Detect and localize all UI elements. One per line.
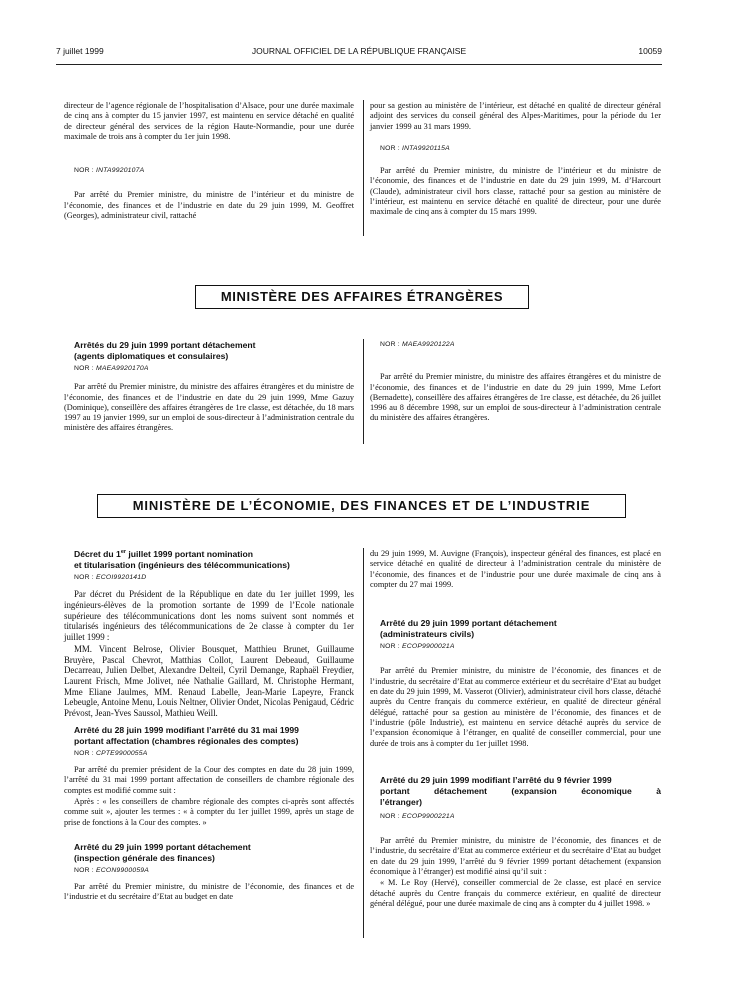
column-divider (363, 548, 364, 938)
nor-label: NOR : (380, 812, 400, 820)
section-heading-text: MINISTÈRE DE L’ÉCONOMIE, DES FINANCES ET DE L’INDUSTRIE (132, 498, 591, 513)
article-title: (administrateurs civils) (380, 629, 475, 640)
column-divider (363, 100, 364, 236)
section-heading-affaires-etrangeres (195, 285, 529, 309)
header-journal-title: JOURNAL OFFICIEL DE LA RÉPUBLIQUE FRANÇAISE (251, 46, 467, 56)
section1-left-column (64, 340, 354, 434)
nor-label: NOR : (74, 167, 94, 175)
nor-reference (370, 144, 661, 154)
article-title: l’étranger) (380, 796, 423, 807)
nor-code: ECON9900059A (95, 866, 150, 874)
nor-code: MAEA9920170A (95, 365, 149, 372)
nor-label: NOR : (380, 144, 400, 152)
top-left-column (64, 101, 354, 221)
article-title: portant affectation (chambres régionales des comptes) (74, 735, 299, 746)
nor-code: ECOI9920141D (95, 574, 147, 581)
nor-reference (370, 340, 661, 350)
paragraph: Par arrêté du premier président de la Cour des comptes en date du 28 juin 1999, l’arrêté du 31 mai 1999 portant affectation de conseillers de chambre régionale des comptes est modifié comme suit : (64, 765, 354, 795)
header-date: 7 juillet 1999 (56, 46, 104, 56)
article-title: et titularisation (ingénieurs des télécommunications) (74, 560, 290, 570)
paragraph: Par arrêté du Premier ministre, du ministre de l’intérieur et du ministre de l’économie, des finances et de l’industrie en date du 29 juin 1999, M. d’Harcourt (Claude), administrateur civil hors classe, rattaché pour sa gestion au ministère de l’intérieur, est maintenu en service détaché en qualité de directeur, pour une durée maximale de cinq ans à compter du 15 mars 1999. (370, 166, 661, 217)
paragraph: Par décret du Président de la République en date du 1er juillet 1999, les ingénieurs-élèves de la promotion sortante de 1999 de l’Ecole nationale supérieure des télécommunications dont les noms suivent sont nommés et titularisés ingénieurs des télécommunications de 2e classe à compter du 1er juillet 1999 : (64, 589, 354, 643)
nor-code: MAEA9920122A (401, 341, 455, 348)
paragraph: Par arrêté du Premier ministre, du ministre de l’économie, des finances et de l’industrie, du secrétaire d’Etat au commerce extérieur et du secrétaire d’Etat au budget en date du 29 juin 1999, l’arrêté du 9 février 1999 portant détachement (expansion économique à l’étranger) est modifié ainsi qu’il suit : (370, 836, 661, 877)
section2-left-column (64, 549, 354, 903)
article-title: Décret du 1er juillet 1999 portant nomination (74, 549, 254, 559)
nor-reference (64, 364, 354, 374)
nor-reference (64, 749, 354, 759)
nor-code: ECOP9900221A (401, 812, 455, 820)
nor-code: CPTE9900055A (95, 749, 148, 757)
nor-reference (64, 573, 354, 583)
article-title: (agents diplomatiques et consulaires) (74, 351, 229, 361)
paragraph: Par arrêté du Premier ministre, du ministre de l’économie, des finances et de l’industrie, du secrétaire d’Etat au commerce extérieur et du secrétaire d’Etat au budget en date du 29 juin 1999, M. Vasserot (Olivier), administrateur civil hors classe, détaché auprès du Centre français du commerce extérieur, en qualité de directeur général délégué, rattaché pour sa gestion au ministère de l’économie, des finances et de l’industrie (pôle Industrie), est maintenu en service détaché auprès du service de l’expansion économique à l’étranger, en qualité de conseiller commercial, pour une durée de trois ans à compter du 1er juillet 1998. (370, 666, 661, 748)
paragraph: Par arrêté du Premier ministre, du ministre de l’économie, des finances et de l’industrie et du secrétaire d’Etat au budget en date (64, 882, 354, 902)
section2-right-column (370, 549, 661, 909)
paragraph: Après : « les conseillers de chambre régionale des comptes ci-après sont affectés comme suit », ajouter les termes : « à compter du 1er juillet 1999, après un stage de prise de fonctions à la Cour des comptes. » (64, 796, 354, 827)
nor-reference (370, 642, 661, 652)
nor-code: ECOP9900021A (401, 643, 455, 651)
nor-label: NOR : (74, 749, 94, 757)
article-title: Arrêté du 28 juin 1999 modifiant l’arrêté du 31 mai 1999 (74, 724, 299, 735)
top-right-column (370, 101, 661, 218)
article-title: Arrêté du 29 juin 1999 portant détachement (380, 618, 557, 629)
paragraph: MM. Vincent Belrose, Olivier Bousquet, Matthieu Brunet, Guillaume Bruyère, Pascal Chevrot, Matthias Collot, Laurent Debeaud, Guillaume Decarreau, Julien Delbet, Alexandre Delteil, Cyril Demange, Raphaël Freydier, Laurent Frisch, Mme Jolivet, née Nathalie Gaillard, M. Christophe Hermant, Mme Eliane Jaulmes, MM. Renaud Labelle, Jean-Marie Lapeyre, Franck Lebeugle, Antoine Menu, Louis Neltner, Olivier Ondet, Nicolas Penigaud, Cédric Prévost, Jean-Yves Saussol, Mathieu Weill. (64, 643, 354, 719)
header-page-number: 10059 (638, 46, 662, 56)
paragraph: directeur de l’agence régionale de l’hospitalisation d’Alsace, pour une durée maximale de cinq ans à compter du 15 janvier 1997, est maintenu en service détaché en qualité de directeur général des services de la région Haute-Normandie, pour une durée maximale de trois ans à compter du 1er juin 1998. (64, 101, 354, 141)
nor-reference (370, 812, 661, 822)
column-divider (363, 339, 364, 444)
article-title: Arrêtés du 29 juin 1999 portant détachement (74, 340, 256, 350)
nor-label: NOR : (74, 866, 94, 874)
nor-label: NOR : (380, 341, 400, 348)
nor-code: INTA9920115A (401, 144, 450, 152)
nor-label: NOR : (74, 365, 94, 372)
article-title: (inspection générale des finances) (74, 852, 215, 863)
paragraph: pour sa gestion au ministère de l’intérieur, est détaché en qualité de directeur général adjoint des services du conseil général des Alpes-Maritimes, pour la période du 1er janvier 1999 au 31 mars 1999. (370, 101, 661, 131)
nor-reference (64, 866, 354, 876)
article-title: Arrêté du 29 juin 1999 portant détachement (74, 841, 251, 852)
article-title: Arrêté du 29 juin 1999 modifiant l’arrêté du 9 février 1999 (380, 774, 612, 785)
paragraph: Par arrêté du Premier ministre, du ministre des affaires étrangères et du ministre de l’économie, des finances et de l’industrie en date du 29 juin 1999, Mme Gazuy (Dominique), conseillère des affaires étrangères de 1re classe, est détachée, du 18 mars 1997 au 19 janvier 1999, sur un emploi de sous-directeur à l’administration centrale du ministère des affaires étrangères. (64, 382, 354, 433)
paragraph: « M. Le Roy (Hervé), conseiller commercial de 2e classe, est placé en service détaché auprès du Centre français du commerce extérieur, en qualité de directeur général délégué, pour une durée maximale de cinq ans à compter du 4 juillet 1998. » (370, 878, 661, 908)
nor-label: NOR : (74, 574, 94, 581)
section1-right-column (370, 340, 661, 424)
nor-reference (64, 166, 354, 176)
section-heading-economie-finances-industrie (97, 494, 626, 518)
article-title: portant détachement (expansion économique à (380, 785, 661, 796)
nor-label: NOR : (380, 643, 400, 651)
paragraph: Par arrêté du Premier ministre, du ministre de l’intérieur et du ministre de l’économie, des finances et de l’industrie en date du 29 juin 1999, M. Geoffret (Georges), administrateur civil, rattaché (64, 190, 354, 221)
paragraph: du 29 juin 1999, M. Auvigne (François), inspecteur général des finances, est placé en service détaché en qualité de directeur à l’administration centrale du ministère de l’économie, des finances et de l’industrie pour une durée maximale de cinq ans à compter du 27 mai 1999. (370, 549, 661, 589)
paragraph: Par arrêté du Premier ministre, du ministre des affaires étrangères et du ministre de l’économie, des finances et de l’industrie en date du 29 juin 1999, Mme Lefort (Bernadette), conseillère des affaires étrangères de 1re classe, est détachée, du 26 juillet 1996 au 8 décembre 1998, sur un emploi de sous-directeur à l’administration centrale du ministère des affaires étrangères. (370, 372, 661, 423)
section-heading-text: MINISTÈRE DES AFFAIRES ÉTRANGÈRES (220, 289, 504, 304)
nor-code: INTA9920107A (95, 167, 145, 175)
header-rule (56, 64, 662, 65)
running-header (56, 46, 662, 60)
